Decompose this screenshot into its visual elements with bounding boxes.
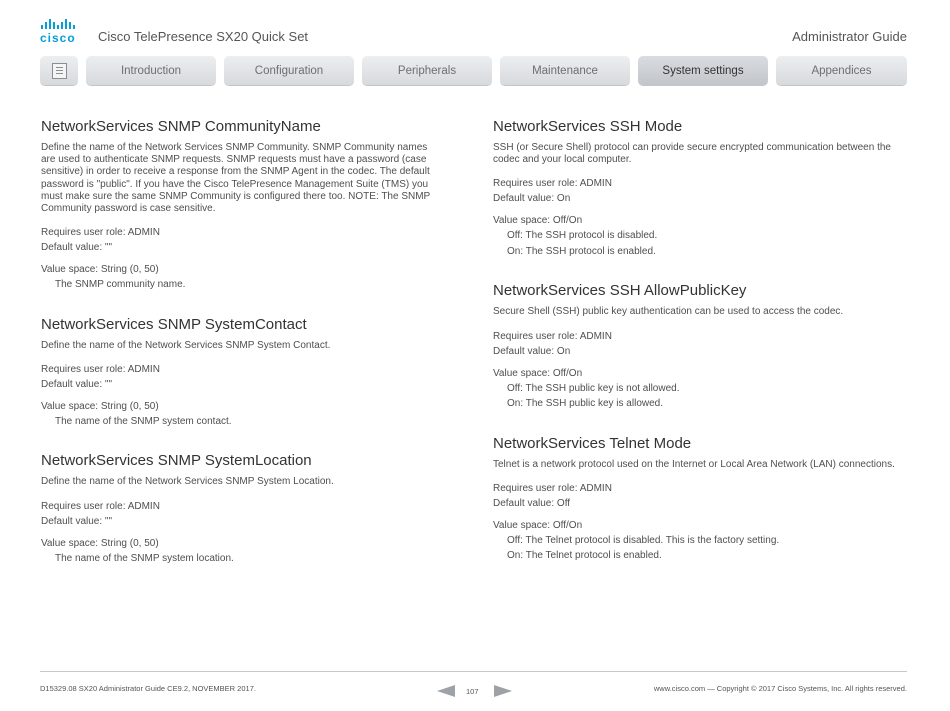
setting-value-space: Value space: String (0, 50) [41,537,159,549]
navigation-tabs [40,56,907,86]
next-page-arrow-icon[interactable] [494,685,512,697]
setting-option: The name of the SNMP system location. [55,552,234,564]
setting-description: Define the name of the Network Services SNMP Community. SNMP Community names are used to authenticate SNMP requests. SNMP requests must have a password (case sensitive) in order to receive a response from the SNMP Agent in the codec. The default password is "public". If you have the Cisco TelePresence Management Suite (TMS) you must make sure the same SNMP Community is configured there too. NOTE: The SNMP Community password is case sensitive. [41,142,431,215]
setting-option-on: On: The Telnet protocol is enabled. [507,550,662,562]
setting-default: Default value: On [493,193,571,205]
setting-value-space: Value space: String (0, 50) [41,264,159,276]
setting-role: Requires user role: ADMIN [41,227,160,239]
setting-description: Define the name of the Network Services SNMP System Location. [41,476,334,488]
setting-snmp-communityname [41,118,441,293]
setting-option-off: Off: The Telnet protocol is disabled. This is the factory setting. [507,534,780,546]
table-of-contents-button[interactable] [40,56,78,85]
previous-page-arrow-icon[interactable] [437,685,455,697]
setting-option-off: Off: The SSH protocol is disabled. [507,230,658,242]
tab-label: Appendices [811,64,872,77]
guide-title: Administrator Guide [792,29,907,44]
tab-label: Configuration [254,64,324,77]
setting-description: SSH (or Secure Shell) protocol can provide secure encrypted communication between the codec and your local computer. [493,142,891,166]
setting-description: Define the name of the Network Services SNMP System Contact. [41,339,331,351]
tab-label: Peripherals [397,64,457,77]
tab-label: Maintenance [532,64,598,77]
setting-role: Requires user role: ADMIN [41,363,160,375]
footer-copyright: www.cisco.com — Copyright © 2017 Cisco Systems, Inc. All rights reserved. [653,684,907,693]
setting-value-space: Value space: Off/On [493,519,583,531]
setting-value-space: Value space: Off/On [493,367,583,379]
footer-divider [40,671,907,672]
setting-default: Default value: Off [493,497,571,509]
setting-role: Requires user role: ADMIN [493,482,612,494]
setting-description: Secure Shell (SSH) public key authentication can be used to access the codec. [493,306,844,318]
left-column [41,118,441,589]
setting-option: The name of the SNMP system contact. [55,415,232,427]
setting-description: Telnet is a network protocol used on the Internet or Local Area Network (LAN) connections. [493,458,895,470]
setting-title: NetworkServices Telnet Mode [493,434,692,452]
setting-value-space: Value space: String (0, 50) [41,400,159,412]
right-column [493,118,908,587]
footer-document-id: D15329.08 SX20 Administrator Guide CE9.2, NOVEMBER 2017. [40,684,256,693]
setting-value-space: Value space: Off/On [493,215,583,227]
setting-snmp-systemcontact [41,316,441,430]
setting-default: Default value: On [493,345,571,357]
tab-introduction[interactable] [86,56,216,85]
setting-default: Default value: "" [41,378,113,390]
tab-maintenance[interactable] [500,56,630,85]
setting-ssh-allowpublickey [493,282,908,411]
setting-title: NetworkServices SNMP CommunityName [41,118,321,135]
setting-role: Requires user role: ADMIN [41,500,160,512]
tab-peripherals[interactable] [362,56,492,85]
document-title: Cisco TelePresence SX20 Quick Set [98,29,309,44]
setting-title: NetworkServices SNMP SystemContact [41,315,307,333]
setting-option-on: On: The SSH protocol is enabled. [507,245,656,257]
setting-title: NetworkServices SSH AllowPublicKey [493,282,747,300]
tab-label: System settings [662,64,744,77]
setting-role: Requires user role: ADMIN [493,178,612,190]
setting-ssh-mode [493,118,908,259]
cisco-logo-text: cisco [40,31,76,45]
setting-role: Requires user role: ADMIN [493,330,612,342]
tab-appendices[interactable] [776,56,907,85]
table-of-contents-icon [52,63,67,79]
page-number: 107 [466,687,479,696]
setting-default: Default value: "" [41,242,113,254]
setting-snmp-systemlocation [41,452,441,566]
setting-default: Default value: "" [41,515,113,527]
setting-telnet-mode [493,435,908,564]
setting-title: NetworkServices SSH Mode [493,118,683,135]
tab-configuration[interactable] [224,56,354,85]
setting-title: NetworkServices SNMP SystemLocation [41,452,312,470]
setting-option-on: On: The SSH public key is allowed. [507,398,664,410]
tab-label: Introduction [120,64,182,77]
setting-option: The SNMP community name. [55,279,186,291]
tab-system-settings[interactable] [638,56,768,85]
cisco-logo-bars [41,17,84,29]
setting-option-off: Off: The SSH public key is not allowed. [507,382,680,394]
cisco-logo [40,17,84,45]
